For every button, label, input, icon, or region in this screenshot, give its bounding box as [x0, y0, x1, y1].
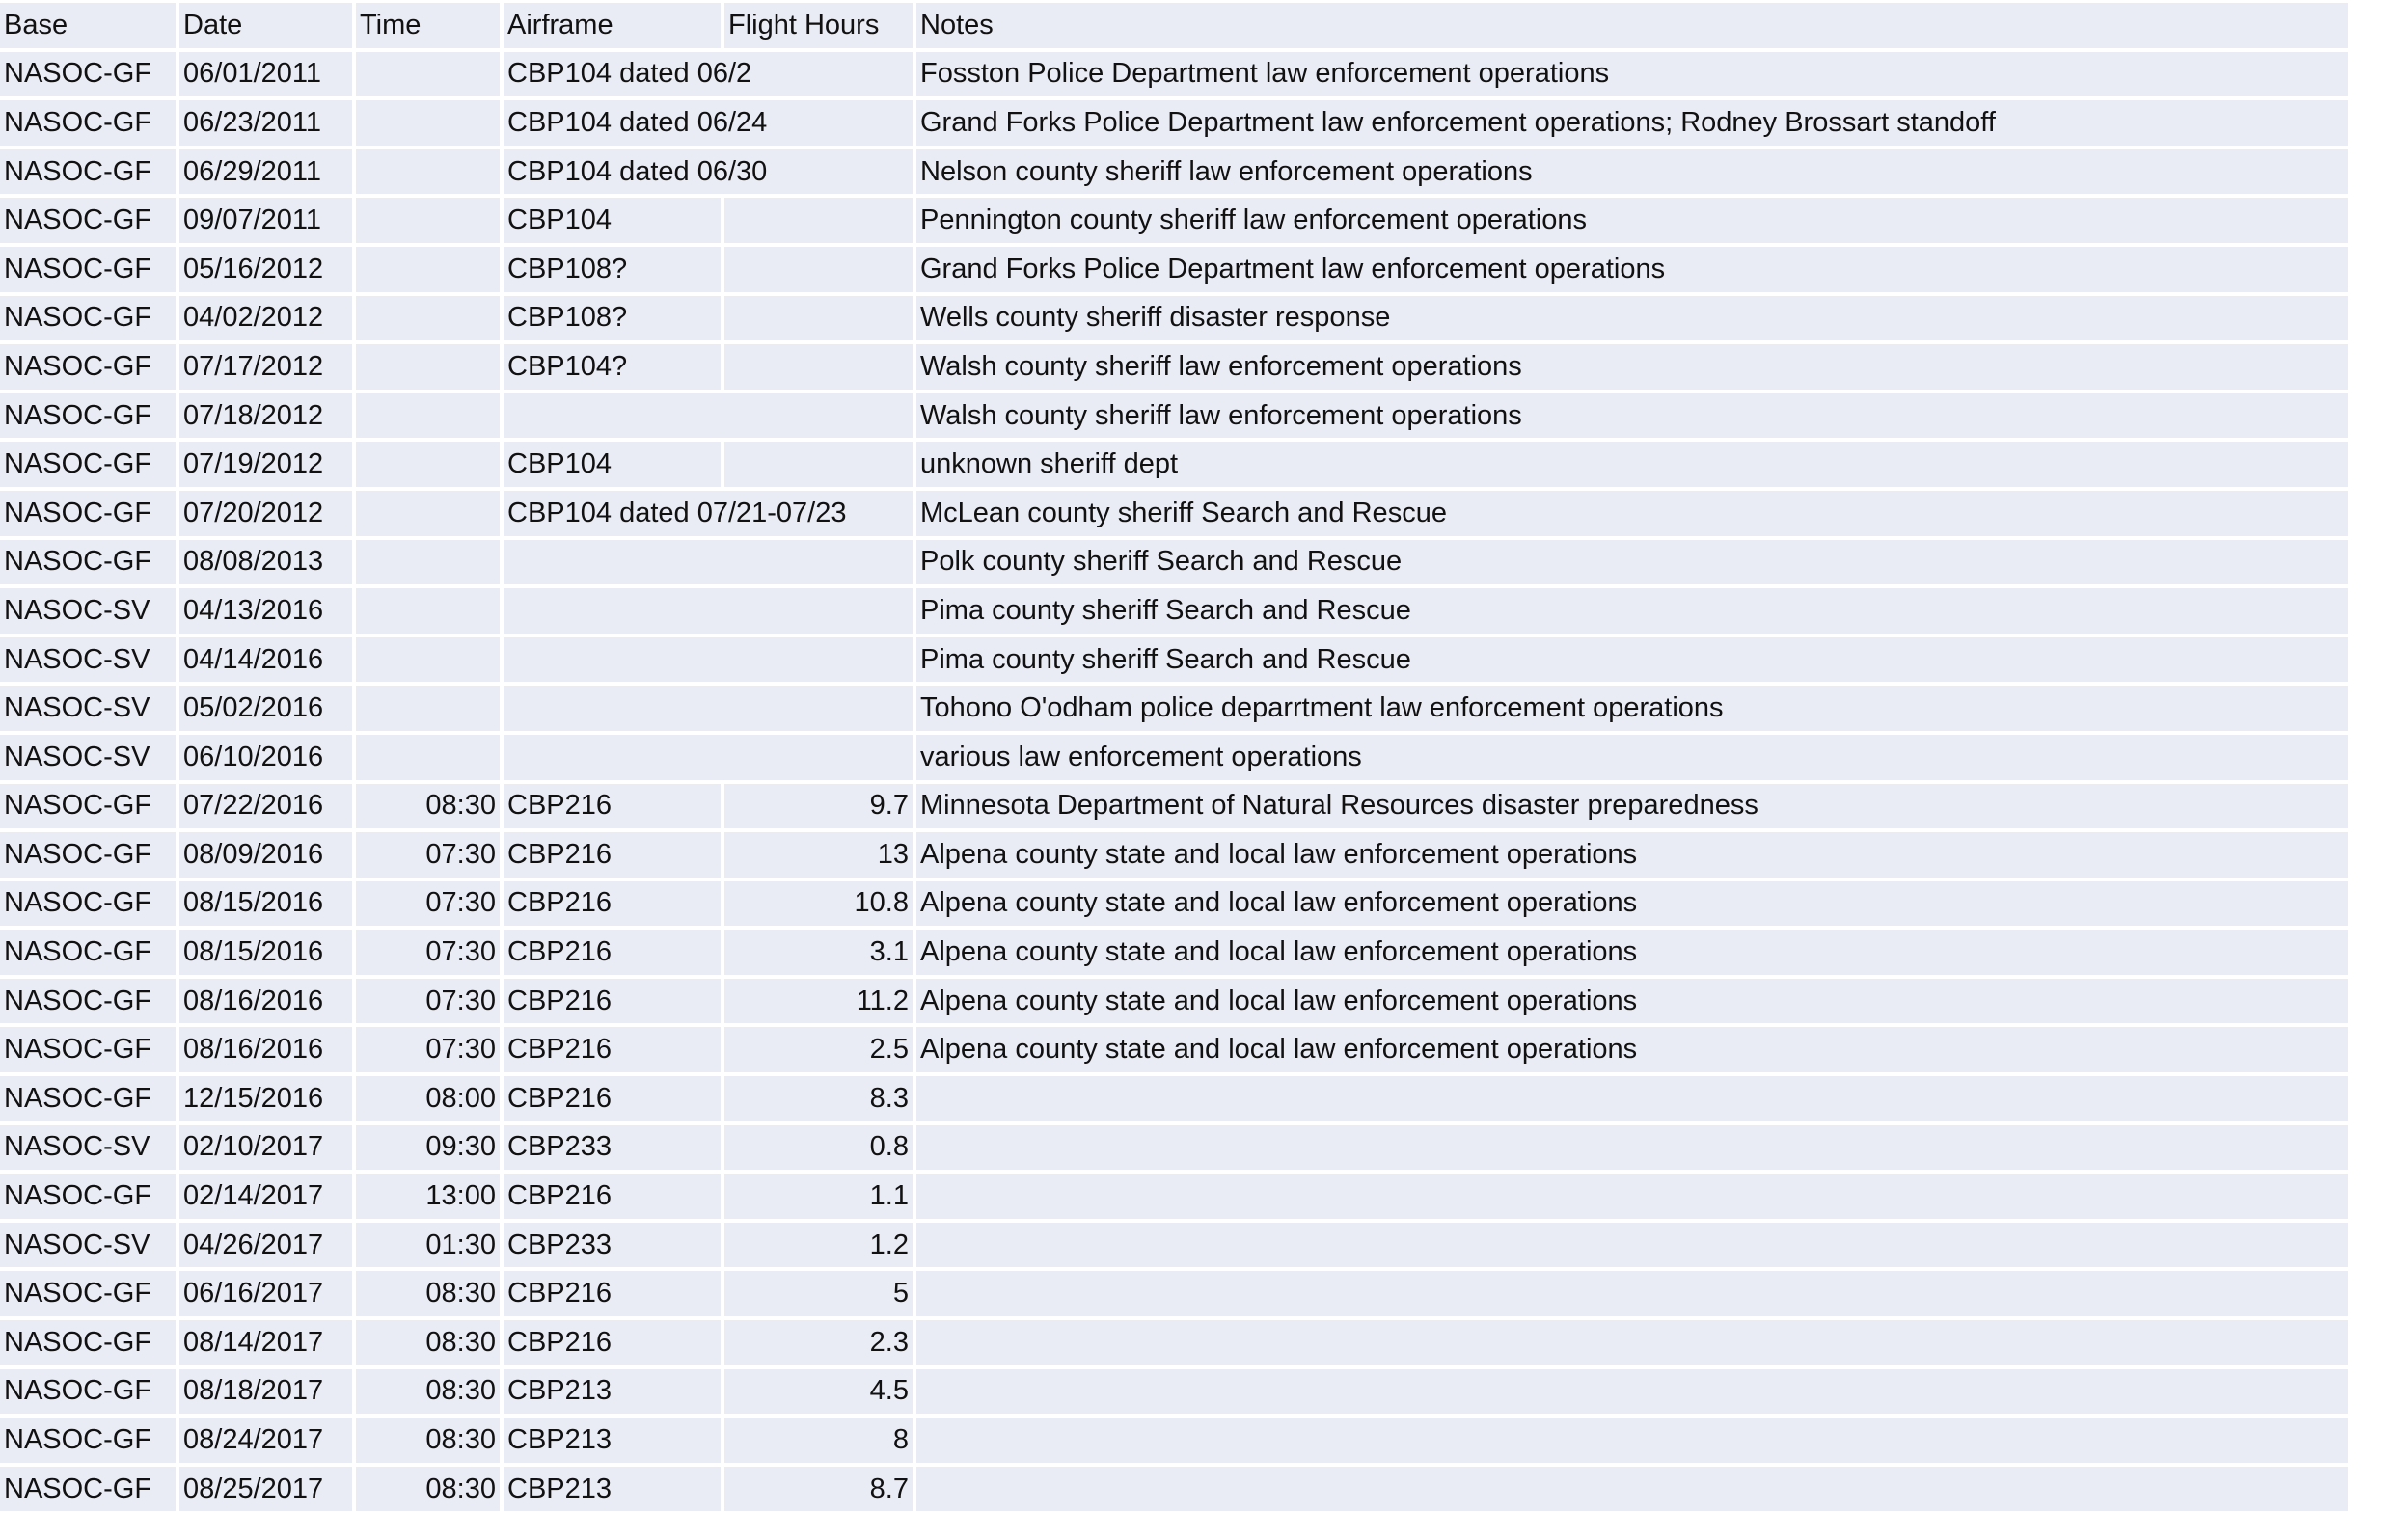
notes-cell[interactable]: Fosston Police Department law enforcement operations: [916, 52, 2348, 97]
time-cell[interactable]: 08:30: [356, 1320, 500, 1365]
header-date[interactable]: Date: [179, 3, 352, 48]
airframe-cell[interactable]: CBP216: [504, 881, 721, 927]
date-cell[interactable]: 02/10/2017: [179, 1125, 352, 1171]
date-cell[interactable]: 05/02/2016: [179, 686, 352, 731]
date-cell[interactable]: 08/15/2016: [179, 881, 352, 927]
airframe-cell[interactable]: CBP216: [504, 1271, 721, 1316]
table-row: [0, 296, 2348, 341]
flight-hours-cell[interactable]: [724, 198, 913, 243]
table-row: [0, 686, 2348, 731]
airframe-cell[interactable]: CBP104?: [504, 344, 721, 390]
notes-cell[interactable]: Alpena county state and local law enforcement operations: [916, 832, 2348, 878]
airframe-cell[interactable]: [504, 686, 913, 731]
notes-cell[interactable]: Alpena county state and local law enforcement operations: [916, 881, 2348, 927]
table-row: [0, 930, 2348, 975]
date-cell[interactable]: 08/24/2017: [179, 1418, 352, 1463]
notes-cell[interactable]: [916, 1271, 2348, 1316]
date-cell[interactable]: 07/19/2012: [179, 442, 352, 487]
notes-cell[interactable]: Minnesota Department of Natural Resources disaster preparedness: [916, 784, 2348, 829]
notes-cell[interactable]: Grand Forks Police Department law enforcement operations: [916, 247, 2348, 292]
time-cell[interactable]: 08:30: [356, 1418, 500, 1463]
time-cell[interactable]: 08:30: [356, 1271, 500, 1316]
airframe-cell[interactable]: CBP104 dated 07/21-07/23: [504, 491, 913, 536]
time-cell[interactable]: [356, 296, 500, 341]
date-cell[interactable]: 07/22/2016: [179, 784, 352, 829]
base-cell[interactable]: NASOC-GF: [0, 832, 176, 878]
header-time[interactable]: Time: [356, 3, 500, 48]
airframe-cell[interactable]: [504, 588, 913, 634]
time-cell[interactable]: 08:30: [356, 1369, 500, 1415]
airframe-cell[interactable]: CBP213: [504, 1467, 721, 1512]
base-cell[interactable]: NASOC-GF: [0, 344, 176, 390]
base-cell[interactable]: NASOC-GF: [0, 1320, 176, 1365]
table-row: [0, 198, 2348, 243]
flight-hours-cell[interactable]: 13: [724, 832, 913, 878]
time-cell[interactable]: [356, 442, 500, 487]
notes-cell[interactable]: [916, 1125, 2348, 1171]
flight-hours-cell[interactable]: 3.1: [724, 930, 913, 975]
time-cell[interactable]: 07:30: [356, 930, 500, 975]
airframe-cell[interactable]: CBP216: [504, 784, 721, 829]
notes-cell[interactable]: [916, 1418, 2348, 1463]
time-cell[interactable]: [356, 247, 500, 292]
airframe-cell[interactable]: CBP233: [504, 1125, 721, 1171]
notes-cell[interactable]: Pennington county sheriff law enforcement operations: [916, 198, 2348, 243]
date-cell[interactable]: 08/09/2016: [179, 832, 352, 878]
table-row: [0, 784, 2348, 829]
table-row: [0, 247, 2348, 292]
table-row: [0, 1027, 2348, 1072]
base-cell[interactable]: NASOC-GF: [0, 1174, 176, 1219]
date-cell[interactable]: 04/13/2016: [179, 588, 352, 634]
flight-hours-cell[interactable]: [724, 442, 913, 487]
flight-hours-cell[interactable]: 0.8: [724, 1125, 913, 1171]
base-cell[interactable]: NASOC-SV: [0, 1223, 176, 1268]
notes-cell[interactable]: Walsh county sheriff law enforcement operations: [916, 344, 2348, 390]
notes-cell[interactable]: various law enforcement operations: [916, 735, 2348, 780]
airframe-cell[interactable]: CBP216: [504, 832, 721, 878]
flight-hours-cell[interactable]: [724, 247, 913, 292]
airframe-cell[interactable]: CBP216: [504, 1320, 721, 1365]
notes-cell[interactable]: [916, 1467, 2348, 1512]
base-cell[interactable]: NASOC-GF: [0, 393, 176, 439]
date-cell[interactable]: 05/16/2012: [179, 247, 352, 292]
time-cell[interactable]: 07:30: [356, 832, 500, 878]
header-row: [0, 3, 2348, 48]
notes-cell[interactable]: Alpena county state and local law enforcement operations: [916, 979, 2348, 1024]
airframe-cell[interactable]: [504, 393, 913, 439]
base-cell[interactable]: NASOC-GF: [0, 198, 176, 243]
date-cell[interactable]: 08/16/2016: [179, 979, 352, 1024]
table-row: [0, 832, 2348, 878]
table-row: [0, 1271, 2348, 1316]
date-cell[interactable]: 06/10/2016: [179, 735, 352, 780]
airframe-cell[interactable]: CBP216: [504, 1076, 721, 1121]
airframe-cell[interactable]: [504, 637, 913, 683]
date-cell[interactable]: 04/02/2012: [179, 296, 352, 341]
time-cell[interactable]: 08:30: [356, 784, 500, 829]
date-cell[interactable]: 06/23/2011: [179, 100, 352, 146]
flight-hours-cell[interactable]: 10.8: [724, 881, 913, 927]
notes-cell[interactable]: Tohono O'odham police deparrtment law enforcement operations: [916, 686, 2348, 731]
base-cell[interactable]: NASOC-GF: [0, 881, 176, 927]
table-row: [0, 1467, 2348, 1512]
notes-cell[interactable]: Pima county sheriff Search and Rescue: [916, 588, 2348, 634]
notes-cell[interactable]: Pima county sheriff Search and Rescue: [916, 637, 2348, 683]
time-cell[interactable]: [356, 100, 500, 146]
date-cell[interactable]: 08/18/2017: [179, 1369, 352, 1415]
flight-hours-cell[interactable]: 9.7: [724, 784, 913, 829]
notes-cell[interactable]: Walsh county sheriff law enforcement operations: [916, 393, 2348, 439]
notes-cell[interactable]: Alpena county state and local law enforcement operations: [916, 1027, 2348, 1072]
time-cell[interactable]: 08:00: [356, 1076, 500, 1121]
table-row: [0, 1125, 2348, 1171]
time-cell[interactable]: [356, 637, 500, 683]
date-cell[interactable]: 09/07/2011: [179, 198, 352, 243]
time-cell[interactable]: [356, 588, 500, 634]
base-cell[interactable]: NASOC-GF: [0, 1027, 176, 1072]
flight-hours-cell[interactable]: 2.5: [724, 1027, 913, 1072]
date-cell[interactable]: 04/14/2016: [179, 637, 352, 683]
table-row: [0, 1418, 2348, 1463]
base-cell[interactable]: NASOC-GF: [0, 1271, 176, 1316]
notes-cell[interactable]: [916, 1223, 2348, 1268]
header-flight-hours[interactable]: Flight Hours: [724, 3, 913, 48]
date-cell[interactable]: 08/14/2017: [179, 1320, 352, 1365]
table-row: [0, 637, 2348, 683]
notes-cell[interactable]: McLean county sheriff Search and Rescue: [916, 491, 2348, 536]
flight-hours-cell[interactable]: 8: [724, 1418, 913, 1463]
table-row: [0, 979, 2348, 1024]
base-cell[interactable]: NASOC-GF: [0, 784, 176, 829]
table-row: [0, 100, 2348, 146]
header-airframe[interactable]: Airframe: [504, 3, 721, 48]
airframe-cell[interactable]: CBP216: [504, 1174, 721, 1219]
base-cell[interactable]: NASOC-SV: [0, 637, 176, 683]
notes-cell[interactable]: Nelson county sheriff law enforcement operations: [916, 149, 2348, 195]
table-row: [0, 52, 2348, 97]
base-cell[interactable]: NASOC-SV: [0, 1125, 176, 1171]
base-cell[interactable]: NASOC-GF: [0, 149, 176, 195]
date-cell[interactable]: 07/20/2012: [179, 491, 352, 536]
base-cell[interactable]: NASOC-GF: [0, 296, 176, 341]
base-cell[interactable]: NASOC-GF: [0, 247, 176, 292]
time-cell[interactable]: 01:30: [356, 1223, 500, 1268]
table-row: [0, 491, 2348, 536]
notes-cell[interactable]: [916, 1369, 2348, 1415]
date-cell[interactable]: 02/14/2017: [179, 1174, 352, 1219]
time-cell[interactable]: [356, 52, 500, 97]
airframe-cell[interactable]: [504, 735, 913, 780]
airframe-cell[interactable]: CBP104: [504, 198, 721, 243]
airframe-cell[interactable]: CBP108?: [504, 296, 721, 341]
notes-cell[interactable]: Grand Forks Police Department law enforcement operations; Rodney Brossart standoff: [916, 100, 2348, 146]
base-cell[interactable]: NASOC-GF: [0, 930, 176, 975]
notes-cell[interactable]: Wells county sheriff disaster response: [916, 296, 2348, 341]
base-cell[interactable]: NASOC-SV: [0, 588, 176, 634]
table-row: [0, 1076, 2348, 1121]
time-cell[interactable]: 13:00: [356, 1174, 500, 1219]
flight-hours-cell[interactable]: 1.2: [724, 1223, 913, 1268]
table-row: [0, 735, 2348, 780]
base-cell[interactable]: NASOC-GF: [0, 979, 176, 1024]
airframe-cell[interactable]: CBP216: [504, 1027, 721, 1072]
airframe-cell[interactable]: [504, 540, 913, 585]
date-cell[interactable]: 07/18/2012: [179, 393, 352, 439]
date-cell[interactable]: 08/15/2016: [179, 930, 352, 975]
airframe-cell[interactable]: CBP108?: [504, 247, 721, 292]
date-cell[interactable]: 07/17/2012: [179, 344, 352, 390]
table-row: [0, 442, 2348, 487]
flight-hours-cell[interactable]: 4.5: [724, 1369, 913, 1415]
time-cell[interactable]: [356, 735, 500, 780]
table-row: [0, 588, 2348, 634]
airframe-cell[interactable]: CBP213: [504, 1369, 721, 1415]
airframe-cell[interactable]: CBP233: [504, 1223, 721, 1268]
table-row: [0, 1223, 2348, 1268]
notes-cell[interactable]: Alpena county state and local law enforcement operations: [916, 930, 2348, 975]
date-cell[interactable]: 12/15/2016: [179, 1076, 352, 1121]
time-cell[interactable]: 09:30: [356, 1125, 500, 1171]
base-cell[interactable]: NASOC-GF: [0, 1467, 176, 1512]
time-cell[interactable]: 07:30: [356, 881, 500, 927]
time-cell[interactable]: 08:30: [356, 1467, 500, 1512]
table-row: [0, 881, 2348, 927]
date-cell[interactable]: 06/29/2011: [179, 149, 352, 195]
notes-cell[interactable]: unknown sheriff dept: [916, 442, 2348, 487]
header-base[interactable]: Base: [0, 3, 176, 48]
airframe-cell[interactable]: CBP104 dated 06/30: [504, 149, 913, 195]
airframe-cell[interactable]: CBP104: [504, 442, 721, 487]
notes-cell[interactable]: [916, 1076, 2348, 1121]
flight-hours-cell[interactable]: [724, 296, 913, 341]
base-cell[interactable]: NASOC-GF: [0, 491, 176, 536]
time-cell[interactable]: [356, 686, 500, 731]
table-row: [0, 149, 2348, 195]
notes-cell[interactable]: [916, 1320, 2348, 1365]
flight-hours-cell[interactable]: [724, 344, 913, 390]
base-cell[interactable]: NASOC-SV: [0, 686, 176, 731]
table-row: [0, 540, 2348, 585]
base-cell[interactable]: NASOC-GF: [0, 1369, 176, 1415]
table-row: [0, 344, 2348, 390]
flight-hours-cell[interactable]: 1.1: [724, 1174, 913, 1219]
table-row: [0, 1174, 2348, 1219]
date-cell[interactable]: 08/16/2016: [179, 1027, 352, 1072]
airframe-cell[interactable]: CBP213: [504, 1418, 721, 1463]
notes-cell[interactable]: Polk county sheriff Search and Rescue: [916, 540, 2348, 585]
base-cell[interactable]: NASOC-GF: [0, 52, 176, 97]
date-cell[interactable]: 06/16/2017: [179, 1271, 352, 1316]
base-cell[interactable]: NASOC-GF: [0, 540, 176, 585]
time-cell[interactable]: [356, 393, 500, 439]
table-row: [0, 1320, 2348, 1365]
flight-hours-cell[interactable]: 11.2: [724, 979, 913, 1024]
date-cell[interactable]: 08/08/2013: [179, 540, 352, 585]
flight-hours-cell[interactable]: 8.7: [724, 1467, 913, 1512]
flight-hours-cell[interactable]: 5: [724, 1271, 913, 1316]
time-cell[interactable]: [356, 491, 500, 536]
base-cell[interactable]: NASOC-GF: [0, 442, 176, 487]
date-cell[interactable]: 06/01/2011: [179, 52, 352, 97]
airframe-cell[interactable]: CBP216: [504, 930, 721, 975]
notes-cell[interactable]: [916, 1174, 2348, 1219]
date-cell[interactable]: 04/26/2017: [179, 1223, 352, 1268]
time-cell[interactable]: [356, 198, 500, 243]
time-cell[interactable]: [356, 149, 500, 195]
airframe-cell[interactable]: CBP104 dated 06/2: [504, 52, 913, 97]
base-cell[interactable]: NASOC-GF: [0, 100, 176, 146]
base-cell[interactable]: NASOC-SV: [0, 735, 176, 780]
time-cell[interactable]: [356, 540, 500, 585]
time-cell[interactable]: 07:30: [356, 979, 500, 1024]
table-row: [0, 1369, 2348, 1415]
flight-hours-cell[interactable]: 8.3: [724, 1076, 913, 1121]
header-notes[interactable]: Notes: [916, 3, 2348, 48]
airframe-cell[interactable]: CBP104 dated 06/24: [504, 100, 913, 146]
table-row: [0, 393, 2348, 439]
base-cell[interactable]: NASOC-GF: [0, 1418, 176, 1463]
flight-hours-cell[interactable]: 2.3: [724, 1320, 913, 1365]
date-cell[interactable]: 08/25/2017: [179, 1467, 352, 1512]
time-cell[interactable]: 07:30: [356, 1027, 500, 1072]
time-cell[interactable]: [356, 344, 500, 390]
base-cell[interactable]: NASOC-GF: [0, 1076, 176, 1121]
airframe-cell[interactable]: CBP216: [504, 979, 721, 1024]
